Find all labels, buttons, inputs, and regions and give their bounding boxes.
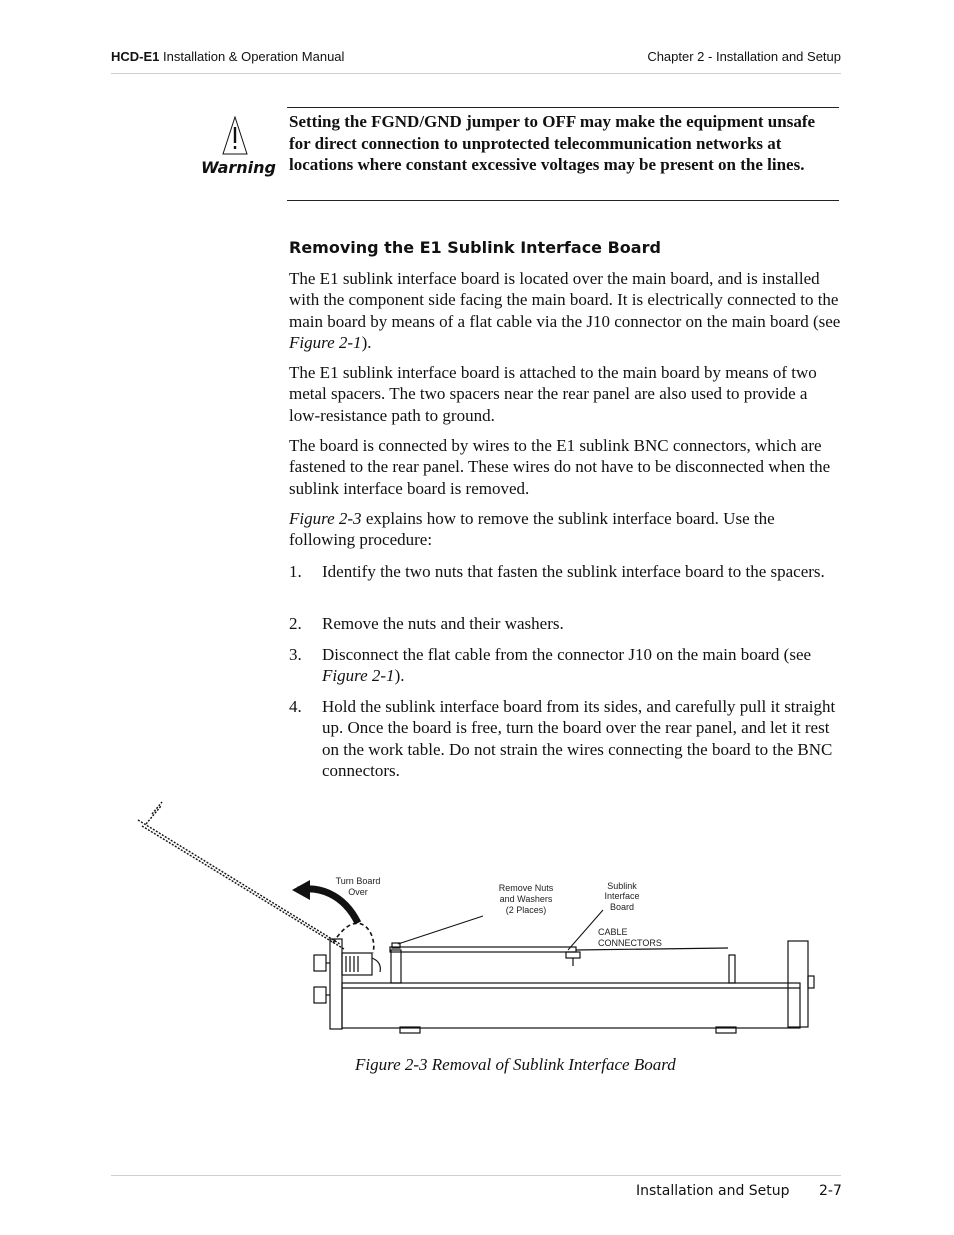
step-text-end: ). — [394, 666, 405, 686]
section-title: Removing the E1 Sublink Interface Board — [289, 238, 661, 257]
paragraph-1 — [289, 268, 841, 353]
step-number: 1. — [289, 562, 302, 581]
step-text-start: Disconnect the flat cable from the connector J10 on the main board (see — [322, 645, 812, 664]
header-rule — [111, 73, 841, 74]
warning-label: Warning — [201, 158, 276, 177]
header-title — [111, 49, 344, 64]
step-text — [322, 644, 841, 687]
footer-section: Installation and Setup — [636, 1183, 790, 1199]
figure-2-1-ref: Figure 2-1 — [322, 666, 395, 686]
page-number: 2-7 — [819, 1183, 842, 1199]
turn-arrow-head — [292, 880, 310, 900]
header-chapter: Chapter 2 - Installation and Setup — [647, 49, 841, 64]
turn-board-label-1: Turn Board — [335, 876, 381, 886]
warning-icon — [222, 116, 248, 156]
cable-connectors-label-1: CABLE — [598, 927, 628, 937]
product-name: HCD-E1 — [111, 49, 160, 64]
board-swing-outline — [138, 802, 344, 949]
remove-nuts-label-2: and Washers — [499, 894, 553, 904]
remove-nuts-label-3: (2 Places) — [505, 905, 547, 915]
paragraph-2: The E1 sublink interface board is attached to the main board by means of two metal spacers. The two spacers near the rear panel are also used to provide a low-resistance path to ground. — [289, 363, 817, 425]
figure-caption: Figure 2-3 Removal of Sublink Interface Board — [355, 1055, 676, 1074]
remove-nuts-label-1: Remove Nuts — [498, 883, 554, 893]
step-number: 2. — [289, 614, 302, 633]
sublink-board-label-1: Sublink — [607, 881, 637, 891]
figure-2-1-ref: Figure 2-1 — [289, 332, 362, 352]
paragraph-4-text: explains how to remove the sublink interface board. Use the following procedure: — [289, 509, 775, 550]
chassis — [314, 939, 814, 1033]
sublink-board-label-3: Board — [609, 902, 635, 912]
flat-cable — [333, 923, 374, 953]
paragraph-3: The board is connected by wires to the E1 sublink BNC connectors, which are fastened to the rear panel. These wires do not have to be disconnected when the sublink interface board is removed. — [289, 436, 831, 498]
removal-diagram — [128, 798, 828, 1038]
step-text: Identify the two nuts that fasten the sublink interface board to the spacers. — [322, 562, 825, 581]
figure-2-3-ref: Figure 2-3 — [289, 509, 362, 528]
paragraph-1-end: ). — [361, 332, 372, 352]
footer-rule — [111, 1175, 841, 1176]
step-number: 4. — [289, 697, 302, 716]
manual-name: Installation & Operation Manual — [163, 49, 345, 64]
step-number: 3. — [289, 645, 302, 664]
sublink-board-label-2: Interface — [604, 891, 640, 901]
paragraph-1-text: The E1 sublink interface board is located over the main board, and is installed with the component side facing the main board. It is electrically connected to the main board by means of a flat cable via the J10 connector on the main board (see — [289, 269, 841, 331]
step-text: Remove the nuts and their washers. — [322, 614, 564, 633]
turn-board-label-2: Over — [348, 887, 368, 897]
warning-text: Setting the FGND/GND jumper to OFF may make the equipment unsafe for direct connection to unprotected telecommunication networks at locations where constant excessive voltages may be present on the lines. — [289, 112, 816, 174]
step-text: Hold the sublink interface board from its sides, and carefully pull it straight up. Once the board is free, turn the board over the rear panel, and let it rest on the work table. Do not strain the wires connecting the board to the BNC connectors. — [322, 697, 836, 780]
cable-connectors-label-2: CONNECTORS — [598, 938, 662, 948]
paragraph-4 — [289, 508, 841, 551]
